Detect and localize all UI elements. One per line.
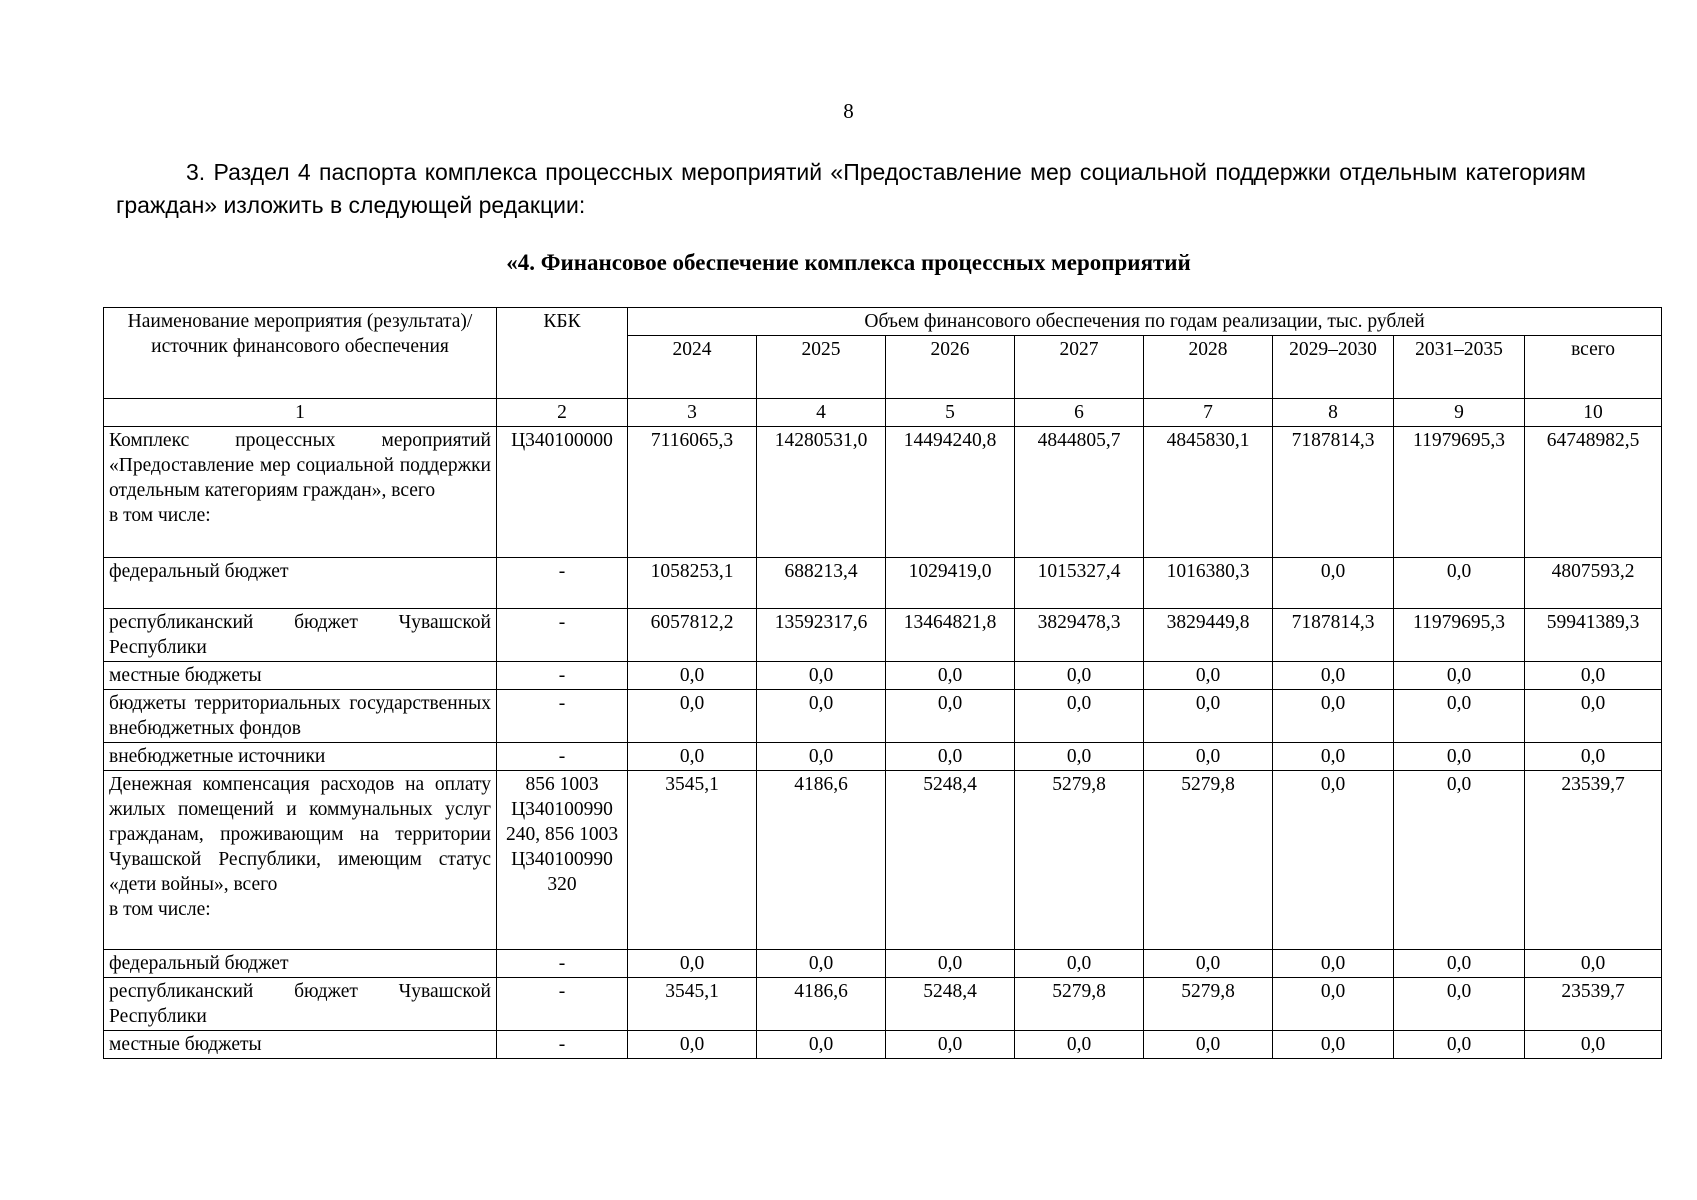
value-cell: 0,0	[886, 690, 1015, 743]
value-cell: 4844805,7	[1015, 427, 1144, 558]
row-kbk: -	[497, 978, 628, 1031]
value-cell: 0,0	[1015, 662, 1144, 690]
value-cell: 0,0	[1273, 771, 1394, 950]
table-row	[104, 1031, 1662, 1059]
row-kbk: 856 1003 Ц340100990 240, 856 1003 Ц340100990 320	[497, 771, 628, 950]
column-index: 4	[757, 399, 886, 427]
value-cell: 7116065,3	[628, 427, 757, 558]
header-total: всего	[1525, 336, 1662, 399]
value-cell: 3545,1	[628, 771, 757, 950]
row-name: внебюджетные источники	[104, 743, 497, 771]
intro-text: 3. Раздел 4 паспорта комплекса процессных мероприятий «Предоставление мер социальной поддержки отдельным категориям граждан» изложить в следующей редакции:	[116, 159, 1586, 218]
value-cell: 1016380,3	[1144, 558, 1273, 609]
value-cell: 0,0	[1015, 743, 1144, 771]
value-cell: 0,0	[1394, 771, 1525, 950]
value-cell: 0,0	[886, 1031, 1015, 1059]
value-cell: 688213,4	[757, 558, 886, 609]
value-cell: 4807593,2	[1525, 558, 1662, 609]
value-cell: 0,0	[1394, 950, 1525, 978]
value-cell: 13464821,8	[886, 609, 1015, 662]
value-cell: 0,0	[1015, 950, 1144, 978]
value-cell: 0,0	[757, 950, 886, 978]
header-year: 2031–2035	[1394, 336, 1525, 399]
value-cell: 64748982,5	[1525, 427, 1662, 558]
row-name: федеральный бюджет	[104, 950, 497, 978]
value-cell: 0,0	[1273, 743, 1394, 771]
page-number: 8	[843, 99, 854, 123]
value-cell: 1058253,1	[628, 558, 757, 609]
value-cell: 0,0	[1144, 1031, 1273, 1059]
row-name: республиканский бюджет Чувашской Республики	[104, 609, 497, 662]
value-cell: 4186,6	[757, 978, 886, 1031]
column-index: 9	[1394, 399, 1525, 427]
value-cell: 0,0	[1525, 743, 1662, 771]
table-row	[104, 427, 1662, 558]
row-kbk: -	[497, 609, 628, 662]
row-name: бюджеты территориальных государственных внебюджетных фондов	[104, 690, 497, 743]
value-cell: 0,0	[628, 950, 757, 978]
value-cell: 0,0	[1525, 950, 1662, 978]
value-cell: 0,0	[1394, 743, 1525, 771]
value-cell: 3829449,8	[1144, 609, 1273, 662]
value-cell: 1015327,4	[1015, 558, 1144, 609]
header-year: 2024	[628, 336, 757, 399]
column-index: 2	[497, 399, 628, 427]
value-cell: 4186,6	[757, 771, 886, 950]
value-cell: 5279,8	[1144, 978, 1273, 1031]
value-cell: 23539,7	[1525, 978, 1662, 1031]
value-cell: 0,0	[1144, 662, 1273, 690]
value-cell: 0,0	[757, 1031, 886, 1059]
row-kbk: -	[497, 690, 628, 743]
value-cell: 6057812,2	[628, 609, 757, 662]
value-cell: 3829478,3	[1015, 609, 1144, 662]
value-cell: 0,0	[1394, 558, 1525, 609]
value-cell: 5279,8	[1015, 771, 1144, 950]
column-index: 3	[628, 399, 757, 427]
row-name: местные бюджеты	[104, 662, 497, 690]
header-year: 2028	[1144, 336, 1273, 399]
value-cell: 1029419,0	[886, 558, 1015, 609]
value-cell: 13592317,6	[757, 609, 886, 662]
column-index: 5	[886, 399, 1015, 427]
row-name-cell	[104, 427, 497, 558]
value-cell: 0,0	[628, 743, 757, 771]
value-cell: 0,0	[886, 950, 1015, 978]
table-row	[104, 609, 1662, 662]
value-cell: 0,0	[1273, 690, 1394, 743]
value-cell: 0,0	[628, 1031, 757, 1059]
value-cell: 0,0	[757, 690, 886, 743]
table-row	[104, 690, 1662, 743]
financing-table	[103, 307, 1662, 1059]
row-name: республиканский бюджет Чувашской Республики	[104, 978, 497, 1031]
column-index: 10	[1525, 399, 1662, 427]
value-cell: 7187814,3	[1273, 609, 1394, 662]
value-cell: 0,0	[1144, 690, 1273, 743]
row-name-cell	[104, 771, 497, 950]
value-cell: 0,0	[757, 662, 886, 690]
row-sub-label: в том числе:	[109, 899, 211, 920]
value-cell: 0,0	[757, 743, 886, 771]
value-cell: 0,0	[1273, 1031, 1394, 1059]
value-cell: 0,0	[886, 662, 1015, 690]
value-cell: 5279,8	[1144, 771, 1273, 950]
header-row	[104, 308, 1662, 336]
value-cell: 4845830,1	[1144, 427, 1273, 558]
value-cell: 0,0	[1273, 950, 1394, 978]
row-kbk: -	[497, 662, 628, 690]
value-cell: 3545,1	[628, 978, 757, 1031]
value-cell: 14494240,8	[886, 427, 1015, 558]
header-year: 2026	[886, 336, 1015, 399]
row-name: федеральный бюджет	[104, 558, 497, 609]
value-cell: 59941389,3	[1525, 609, 1662, 662]
table-row	[104, 950, 1662, 978]
value-cell: 0,0	[1273, 662, 1394, 690]
row-name: местные бюджеты	[104, 1031, 497, 1059]
intro-paragraph	[116, 156, 1586, 222]
column-index: 6	[1015, 399, 1144, 427]
value-cell: 0,0	[1273, 558, 1394, 609]
value-cell: 0,0	[1144, 743, 1273, 771]
value-cell: 11979695,3	[1394, 609, 1525, 662]
row-kbk: -	[497, 950, 628, 978]
value-cell: 5248,4	[886, 771, 1015, 950]
value-cell: 0,0	[1015, 690, 1144, 743]
column-index: 1	[104, 399, 497, 427]
value-cell: 0,0	[1525, 662, 1662, 690]
value-cell: 0,0	[1015, 1031, 1144, 1059]
value-cell: 5279,8	[1015, 978, 1144, 1031]
value-cell: 5248,4	[886, 978, 1015, 1031]
value-cell: 0,0	[1394, 690, 1525, 743]
header-year: 2027	[1015, 336, 1144, 399]
table-row	[104, 978, 1662, 1031]
header-year: 2029–2030	[1273, 336, 1394, 399]
column-index-row	[104, 399, 1662, 427]
table-row	[104, 558, 1662, 609]
row-kbk: Ц340100000	[497, 427, 628, 558]
value-cell: 11979695,3	[1394, 427, 1525, 558]
value-cell: 0,0	[628, 690, 757, 743]
value-cell: 0,0	[1525, 690, 1662, 743]
row-kbk: -	[497, 558, 628, 609]
value-cell: 0,0	[628, 662, 757, 690]
table-row	[104, 662, 1662, 690]
header-volume: Объем финансового обеспечения по годам реализации, тыс. рублей	[628, 308, 1662, 336]
table-row	[104, 771, 1662, 950]
value-cell: 14280531,0	[757, 427, 886, 558]
column-index: 8	[1273, 399, 1394, 427]
value-cell: 23539,7	[1525, 771, 1662, 950]
row-name: Денежная компенсация расходов на оплату жилых помещений и коммунальных услуг гражданам, проживающим на территории Чувашской Республики, имеющим статус «дети войны», всего	[109, 774, 491, 895]
row-name: Комплекс процессных мероприятий «Предоставление мер социальной поддержки отдельным категориям граждан», всего	[109, 430, 491, 501]
row-sub-label: в том числе:	[109, 505, 211, 526]
value-cell: 0,0	[1394, 1031, 1525, 1059]
value-cell: 0,0	[1394, 978, 1525, 1031]
header-kbk: КБК	[497, 308, 628, 399]
column-index: 7	[1144, 399, 1273, 427]
value-cell: 0,0	[1525, 1031, 1662, 1059]
value-cell: 0,0	[1144, 950, 1273, 978]
value-cell: 7187814,3	[1273, 427, 1394, 558]
row-kbk: -	[497, 1031, 628, 1059]
header-year: 2025	[757, 336, 886, 399]
value-cell: 0,0	[886, 743, 1015, 771]
row-kbk: -	[497, 743, 628, 771]
header-name: Наименование мероприятия (результата)/источник финансового обеспечения	[104, 308, 497, 399]
section-title: «4. Финансовое обеспечение комплекса процессных мероприятий	[506, 250, 1191, 275]
table-row	[104, 743, 1662, 771]
value-cell: 0,0	[1394, 662, 1525, 690]
value-cell: 0,0	[1273, 978, 1394, 1031]
